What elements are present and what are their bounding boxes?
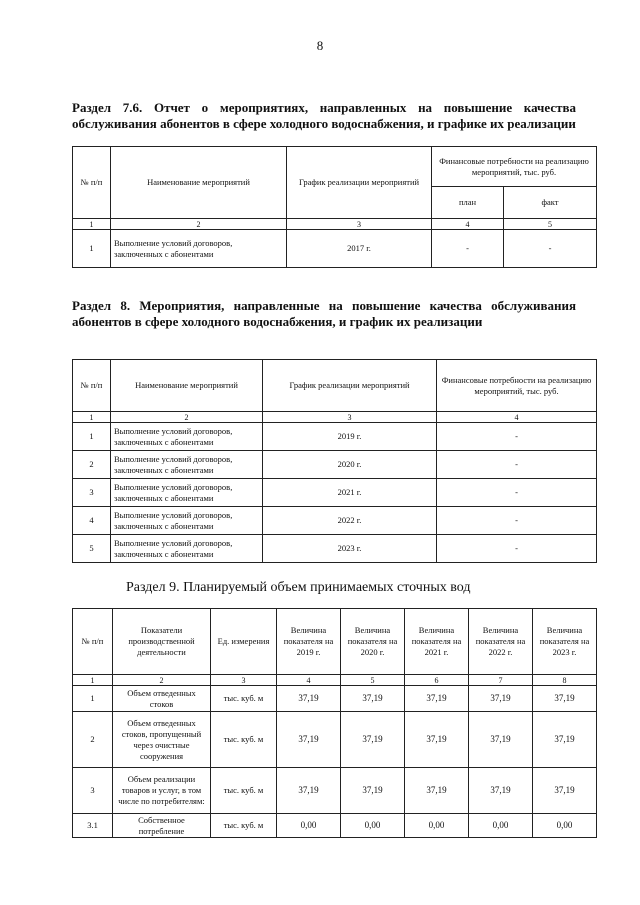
column-number-row: [73, 675, 597, 686]
row-name: Выполнение условий договоров, заключенных с абонентами: [111, 230, 287, 268]
table-header-row: [73, 609, 597, 675]
row-name: Объем отведенных стоков: [113, 686, 211, 712]
row-value: 0,00: [469, 814, 533, 838]
col-number: 3: [287, 219, 432, 230]
row-num: 2: [73, 451, 111, 479]
col-number: 2: [111, 412, 263, 423]
row-plan: -: [432, 230, 504, 268]
row-value: 0,00: [533, 814, 597, 838]
col-number: 5: [341, 675, 405, 686]
table-row: [73, 686, 597, 712]
row-num: 1: [73, 686, 113, 712]
column-number-row: [73, 412, 597, 423]
row-value: 37,19: [341, 686, 405, 712]
header-schedule: График реализации мероприятий: [287, 147, 432, 219]
table-header-row: [73, 360, 597, 412]
row-finance: -: [437, 535, 597, 563]
row-num: 4: [73, 507, 111, 535]
header-schedule: График реализации мероприятий: [263, 360, 437, 412]
row-name: Выполнение условий договоров, заключенных с абонентами: [111, 507, 263, 535]
header-fact: факт: [504, 187, 597, 219]
table-row: [73, 451, 597, 479]
row-value: 37,19: [533, 686, 597, 712]
row-unit: тыс. куб. м: [211, 814, 277, 838]
section-8-heading: Раздел 8. Мероприятия, направленные на повышение качества обслуживания абонентов в сфере холодного водоснабжения, и график их реализации: [72, 298, 576, 329]
col-number: 4: [437, 412, 597, 423]
header-unit: Ед. измерения: [211, 609, 277, 675]
row-fact: -: [504, 230, 597, 268]
row-schedule: 2022 г.: [263, 507, 437, 535]
row-name: Собственное потребление: [113, 814, 211, 838]
row-value: 37,19: [469, 686, 533, 712]
row-value: 0,00: [405, 814, 469, 838]
header-num: № п/п: [73, 147, 111, 219]
col-number: 8: [533, 675, 597, 686]
row-value: 37,19: [277, 768, 341, 814]
section-9-heading: Раздел 9. Планируемый объем принимаемых сточных вод: [126, 580, 471, 595]
row-name: Выполнение условий договоров, заключенных с абонентами: [111, 535, 263, 563]
header-2022: Величина показателя на 2022 г.: [469, 609, 533, 675]
header-2021: Величина показателя на 2021 г.: [405, 609, 469, 675]
header-2019: Величина показателя на 2019 г.: [277, 609, 341, 675]
row-value: 37,19: [341, 768, 405, 814]
col-number: 3: [263, 412, 437, 423]
row-finance: -: [437, 451, 597, 479]
row-value: 37,19: [533, 712, 597, 768]
row-value: 37,19: [405, 686, 469, 712]
row-schedule: 2021 г.: [263, 479, 437, 507]
row-schedule: 2019 г.: [263, 423, 437, 451]
row-unit: тыс. куб. м: [211, 712, 277, 768]
row-finance: -: [437, 479, 597, 507]
section-8-table: [72, 359, 597, 563]
section-7-6-heading: Раздел 7.6. Отчет о мероприятиях, направленных на повышение качества обслуживания абонентов в сфере холодного водоснабжения, и графике их реализации: [72, 100, 576, 131]
row-name: Выполнение условий договоров, заключенных с абонентами: [111, 479, 263, 507]
row-value: 37,19: [277, 686, 341, 712]
row-value: 37,19: [405, 712, 469, 768]
row-num: 3: [73, 768, 113, 814]
row-schedule: 2017 г.: [287, 230, 432, 268]
row-name: Выполнение условий договоров, заключенных с абонентами: [111, 423, 263, 451]
row-name: Объем отведенных стоков, пропущенный через очистные сооружения: [113, 712, 211, 768]
page-number: 8: [316, 38, 324, 53]
header-num: № п/п: [73, 360, 111, 412]
table-row: [73, 814, 597, 838]
row-schedule: 2023 г.: [263, 535, 437, 563]
row-value: 0,00: [341, 814, 405, 838]
section-7-6-table: [72, 146, 597, 268]
header-name: Наименование мероприятий: [111, 147, 287, 219]
table-row: [73, 712, 597, 768]
row-num: 3: [73, 479, 111, 507]
col-number: 4: [432, 219, 504, 230]
row-num: 1: [73, 423, 111, 451]
col-number: 1: [73, 412, 111, 423]
table-row: [73, 479, 597, 507]
row-value: 37,19: [277, 712, 341, 768]
row-value: 37,19: [341, 712, 405, 768]
row-name: Объем реализации товаров и услуг, в том числе по потребителям:: [113, 768, 211, 814]
table-row: [73, 535, 597, 563]
row-value: 0,00: [277, 814, 341, 838]
row-num: 2: [73, 712, 113, 768]
header-2023: Величина показателя на 2023 г.: [533, 609, 597, 675]
row-num: 3.1: [73, 814, 113, 838]
col-number: 4: [277, 675, 341, 686]
header-num: № п/п: [73, 609, 113, 675]
row-value: 37,19: [469, 768, 533, 814]
col-number: 3: [211, 675, 277, 686]
col-number: 1: [73, 675, 113, 686]
row-finance: -: [437, 423, 597, 451]
col-number: 7: [469, 675, 533, 686]
row-value: 37,19: [469, 712, 533, 768]
col-number: 2: [113, 675, 211, 686]
table-row: [73, 768, 597, 814]
table-header-row: [73, 147, 597, 187]
row-name: Выполнение условий договоров, заключенных с абонентами: [111, 451, 263, 479]
row-num: 5: [73, 535, 111, 563]
row-value: 37,19: [533, 768, 597, 814]
col-number: 1: [73, 219, 111, 230]
header-finance: Финансовые потребности на реализацию мероприятий, тыс. руб.: [432, 147, 597, 187]
row-finance: -: [437, 507, 597, 535]
header-plan: план: [432, 187, 504, 219]
header-2020: Величина показателя на 2020 г.: [341, 609, 405, 675]
row-unit: тыс. куб. м: [211, 686, 277, 712]
table-row: [73, 423, 597, 451]
table-row: [73, 230, 597, 268]
col-number: 5: [504, 219, 597, 230]
row-schedule: 2020 г.: [263, 451, 437, 479]
header-indicator: Показатели производственной деятельности: [113, 609, 211, 675]
column-number-row: [73, 219, 597, 230]
row-unit: тыс. куб. м: [211, 768, 277, 814]
col-number: 6: [405, 675, 469, 686]
row-value: 37,19: [405, 768, 469, 814]
table-row: [73, 507, 597, 535]
header-name: Наименование мероприятий: [111, 360, 263, 412]
col-number: 2: [111, 219, 287, 230]
row-num: 1: [73, 230, 111, 268]
section-9-table: [72, 608, 597, 838]
header-finance: Финансовые потребности на реализацию мероприятий, тыс. руб.: [437, 360, 597, 412]
